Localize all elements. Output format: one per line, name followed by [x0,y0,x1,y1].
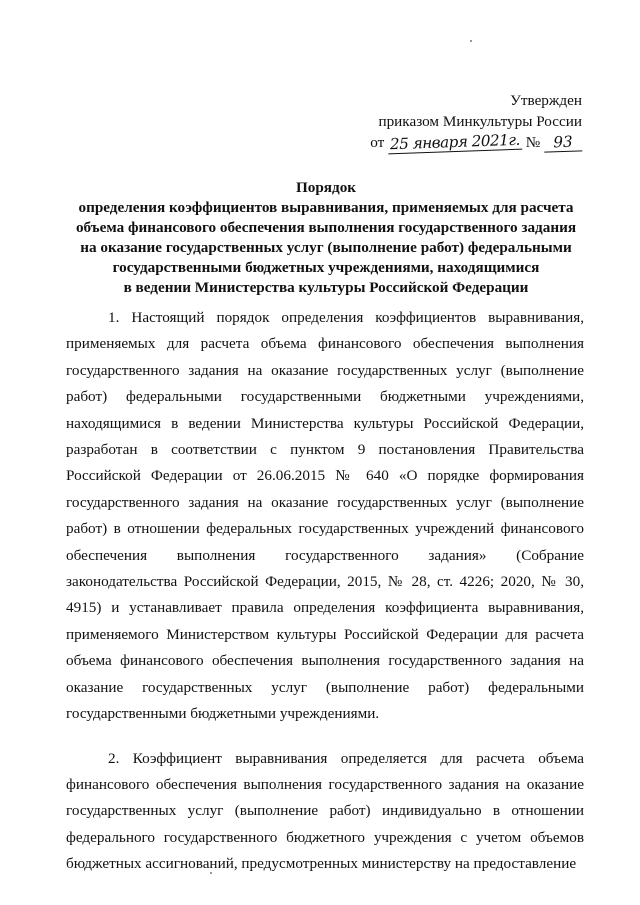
approval-date-line [322,132,582,153]
approval-order-line: приказом Минкультуры России [378,113,582,130]
document-subtitle-line: государственными бюджетных учреждениями, находящимися [112,259,540,276]
document-title-block [70,178,582,298]
scan-speck [470,40,472,42]
paragraph-1: 1. Настоящий порядок определения коэффициентов выравнивания, применяемых для расчета объема финансового обеспечения выполнения государственного задания на оказание государственных услуг (выполнение работ) федеральными государственными бюджетными учреждениями, находящимися в ведении Министерства культуры Российской Федерации, разработан в соответствии с пунктом 9 постановления Правительства Российской Федерации от 26.06.2015 № 640 «О порядке формирования государственного задания на оказание государственных услуг (выполнение работ) в отношении федеральных государственных учреждений финансового обеспечения выполнения государственного задания» (Собрание законодательства Российской Федерации, 2015, № 28, ст. 4226; 2020, № 30, 4915) и устанавливает правила определения коэффициента выравнивания, применяемого Министерством культуры Российской Федерации для расчета объема финансового обеспечения выполнения государственного задания на оказание государственных услуг (выполнение работ) федеральными государственными бюджетными учреждениями. [66,309,584,723]
paragraph-2: 2. Коэффициент выравнивания определяется для расчета объема финансового обеспечения выполнения государственного задания на оказание государственных услуг (выполнение работ) индивидуально в отношении федерального государственного бюджетного учреждения с учетом объемов бюджетных ассигнований, предусмотренных министерству на предоставление [66,749,584,873]
approval-number-label: № [525,134,541,151]
document-subtitle-line: объема финансового обеспечения выполнения государственного задания [75,219,577,236]
document-subtitle-line: определения коэффициентов выравнивания, применяемых для расчета [78,199,574,216]
document-body [66,305,584,878]
handwritten-date: 25 января 2021г. [388,132,522,155]
document-subtitle-line: на оказание государственных услуг (выполнение работ) федеральными [80,239,572,256]
approval-stamp-block [322,90,582,153]
approval-date-prefix: от [370,134,385,151]
handwritten-order-number: 93 [544,133,583,152]
approval-title: Утвержден [510,92,582,109]
document-subtitle-line: в ведении Министерства культуры Российской Федерации [123,279,529,296]
document-heading: Порядок [295,179,357,196]
